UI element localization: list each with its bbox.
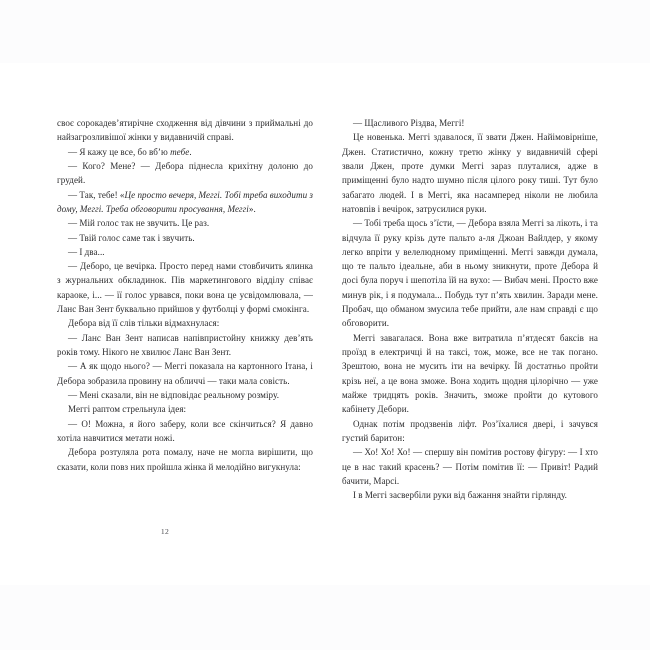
body-text: — Хо! Хо! Хо! — спершу він помітив ростову фігуру: — І хто це в нас такий красень? — Потім помітив її: — Привіт! Радий бачити, Марсі. [342,447,598,486]
body-text: І в Меггі засвербіли руки від бажання знайти гірлянду. [353,490,568,501]
body-text: . [189,146,192,157]
body-text: Це новенька. Меггі здавалося, її звати Джен. Найімовірніше, Джен. Статистично, кожну третю жінку у видавничій сфері звали Джен, проте думки Меггі зараз плуталися, адже в приміщенні було надто шумно після цілого року тиші. Тут було забагато людей. І в Меггі, яка насамперед ніколи не любила натовпів і вечірок, затрусилися руки. [342,132,598,214]
body-text: Дебора від її слів тільки відмахнулася: [68,318,220,329]
body-text: — Я кажу це все, бо вб’ю [68,146,171,157]
page-number: 12 [160,527,170,536]
paragraph [57,159,313,188]
body-text: — А як щодо нього? — Меггі показала на картонного Ітана, і Дебора зобразила провину на обличчі — таки мала совість. [57,361,313,386]
paragraph [57,188,313,217]
page-folio [0,527,650,536]
emphasis-text: тебе [170,146,190,157]
body-text: — Тобі треба щось з’їсти, — Дебора взяла Меггі за лікоть, і та відчула її руку крізь дуте пальто а-ля Джоан Вайлдер, у якому легко впріти у велелюдному приміщенні. Меггі завжди думала, що те пальто ідеальне, аби в ньому зникнути, проте Дебора й досі була поруч і шепотіла їй на вухо: — Вибач мені. Просто вже минув рік, і я подумала... Побудь тут п’ять хвилин. Заради мене. Пробач, що обманом змусила тебе прийти, але нам справді є що обговорити. [342,218,598,329]
body-text: — Так, тебе! « [68,189,125,200]
paragraph [342,130,598,216]
paragraph [342,216,598,331]
paragraph [57,359,313,388]
paragraph [57,216,313,230]
paragraph [342,331,598,417]
text-column-left [57,116,313,474]
paragraph [57,145,313,159]
body-text: — Деборо, це вечірка. Просто перед нами стовбичить ялинка з журнальних обкладинок. Пів маркетингового відділу співає караоке, і... — її голос урвався, поки вона це усвідомлювала, — Ланс Ван Зент буквально прийшов у футболці у формі смокінга. [57,261,313,315]
book-page-sheet [0,63,650,585]
body-text: Меггі завагалася. Вона вже витратила п’ятдесят баксів на проїзд в електричці й на таксі, тож, може, все не так погано. Зрештою, вона не мусить іти на вечірку. Їй достатньо пройти крізь неї, а це вона зможе. Вона ходить щодня цілорічно — уже майже тридцять років. Значить, зможе пройти до кутового кабінету Дебори. [342,332,598,415]
paragraph [342,445,598,488]
body-text: ». [248,203,256,214]
page-text-block [0,63,650,585]
body-text: — Кого? Мене? — Дебора піднесла крихітну долоню до грудей. [57,160,313,186]
paragraph [57,116,313,145]
body-text: — Ланс Ван Зент написав напівпристойну книжку дев’ять років тому. Нікого не хвилює Ланс Ван Зент. [57,332,313,357]
body-text: Однак потім продзвенів ліфт. Роз’їхалися двері, і зачувся густий баритон: [342,418,598,443]
paragraph [57,259,313,316]
paragraph [57,388,313,402]
paragraph [342,417,598,446]
body-text: Дебора розтуляла рота помалу, наче не могла вирішити, що сказати, коли повз них пройшла жінка й мелодійно вигукнула: [57,447,313,472]
paragraph [57,402,313,416]
paragraph [57,231,313,245]
emphasis-text: Це просто вечеря, Меггі. Тобі треба виходити з дому, Меггі. Треба обговорити просування, Меггі [57,189,313,214]
paragraph [57,417,313,446]
paragraph [57,445,313,474]
paragraph [57,331,313,360]
body-text: своє сорокадев’ятирічне сходження від дівчини з приймальні до найзагрозливішої жінки у видавничій справі. [57,118,313,143]
body-text: Меггі раптом стрельнула ідея: [68,404,187,415]
text-column-right [342,116,598,502]
paragraph [57,316,313,330]
paragraph [342,116,598,130]
body-text: — І два... [68,246,105,257]
paragraph [342,488,598,502]
body-text: — Мені сказали, він не відповідає реальному розміру. [68,389,280,400]
body-text: — Твій голос саме так і звучить. [68,232,195,243]
body-text: — Щасливого Різдва, Меггі! [353,118,465,128]
body-text: — Мій голос так не звучить. Це раз. [68,218,210,229]
body-text: — О! Можна, я його заберу, коли все скінчиться? Я давно хотіла навчитися метати ножі. [57,418,313,443]
paragraph [57,245,313,259]
